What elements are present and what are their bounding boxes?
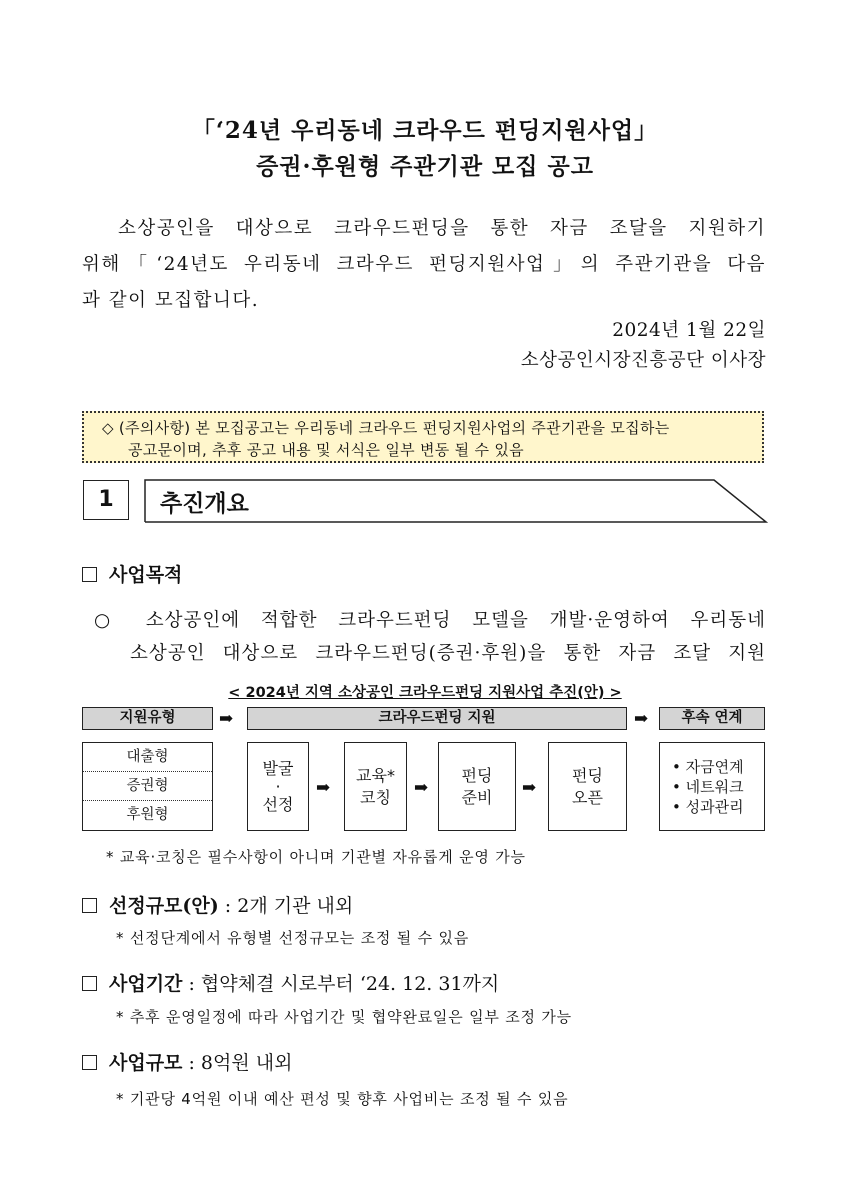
item-note: * 기관당 4억원 이내 예산 편성 및 향후 사업비는 조정 될 수 있음: [116, 1090, 569, 1108]
checkbox-square-icon: [82, 976, 97, 991]
doc-title-line1: 「‘24년 우리동네 크라우드 펀딩지원사업」: [191, 117, 659, 144]
caution-notice-box: [82, 411, 764, 463]
item-value: : 2개 기관 내외: [218, 895, 354, 917]
checkbox-square-icon: [82, 567, 97, 582]
followup-item: • 성과관리: [672, 798, 744, 816]
arrow-right-icon: ➡: [634, 709, 649, 729]
stage-education-coaching: 교육* 코칭: [344, 742, 407, 831]
support-type-list: [82, 742, 213, 831]
signer: 소상공인시장진흥공단 이사장: [520, 350, 766, 371]
item-selection-scale: [82, 891, 353, 918]
support-type-securities: 증권형: [83, 772, 212, 801]
stage-discovery-selection: 발굴 · 선정: [247, 742, 309, 831]
followup-list: [659, 742, 765, 831]
section-number: 1: [83, 480, 129, 520]
item-project-budget: [82, 1048, 292, 1075]
arrow-right-icon: ➡: [219, 709, 234, 729]
support-type-donation: 후원형: [126, 807, 169, 823]
section-title: 추진개요: [160, 491, 249, 517]
header-crowdfunding-support: 크라우드펀딩 지원: [247, 707, 627, 730]
arrow-right-icon: ➡: [316, 778, 331, 798]
stage-funding-open: 펀딩 오픈: [548, 742, 627, 831]
purpose-heading-label: 사업목적: [109, 564, 183, 586]
checkbox-square-icon: [82, 1055, 97, 1070]
intro-line1: 소상공인을 대상으로 크라우드펀딩을 통한 자금 조달을 지원하기: [118, 218, 766, 239]
intro-line2: 위해「‘24년도 우리동네 크라우드 펀딩지원사업」의 주관기관을 다음: [82, 254, 766, 275]
intro-line3: 과 같이 모집합니다.: [82, 290, 260, 311]
item-value: : 8억원 내외: [182, 1052, 293, 1074]
item-value: : 협약체결 시로부터 ‘24. 12. 31까지: [182, 973, 500, 995]
purpose-line2: 소상공인 대상으로 크라우드펀딩(증권·후원)을 통한 자금 조달 지원: [130, 643, 766, 664]
caution-notice-line1: ◇ (주의사항) 본 모집공고는 우리동네 크라우드 펀딩지원사업의 주관기관을 모집하는: [102, 419, 670, 437]
diagram-title: < 2024년 지역 소상공인 크라우드펀딩 지원사업 추진(안) >: [228, 685, 622, 701]
support-type-loan: 대출형: [83, 743, 212, 772]
item-note: * 선정단계에서 유형별 선정규모는 조정 될 수 있음: [116, 929, 470, 947]
checkbox-square-icon: [82, 898, 97, 913]
item-project-period: [82, 969, 499, 996]
arrow-right-icon: ➡: [522, 778, 537, 798]
notice-date: 2024년 1월 22일: [612, 320, 766, 341]
item-label: 사업규모: [109, 1052, 183, 1074]
item-note: * 추후 운영일정에 따라 사업기간 및 협약완료일은 일부 조정 가능: [116, 1008, 572, 1026]
header-support-type: 지원유형: [82, 707, 213, 730]
diagram-footnote: * 교육·코칭은 필수사항이 아니며 기관별 자유롭게 운영 가능: [106, 848, 526, 866]
item-label: 사업기간: [109, 973, 183, 995]
followup-item: • 네트워크: [672, 778, 744, 796]
stage-funding-preparation: 펀딩 준비: [438, 742, 516, 831]
caution-notice-line2: 공고문이며, 추후 공고 내용 및 서식은 일부 변동 될 수 있음: [128, 441, 524, 459]
purpose-heading: [82, 560, 182, 587]
doc-title-line2: 증권·후원형 주관기관 모집 공고: [256, 153, 594, 180]
header-followup: 후속 연계: [659, 707, 765, 730]
arrow-right-icon: ➡: [414, 778, 429, 798]
followup-item: • 자금연계: [672, 758, 744, 776]
purpose-line1: ○ 소상공인에 적합한 크라우드펀딩 모델을 개발·운영하여 우리동네: [94, 610, 766, 631]
item-label: 선정규모(안): [109, 895, 219, 917]
